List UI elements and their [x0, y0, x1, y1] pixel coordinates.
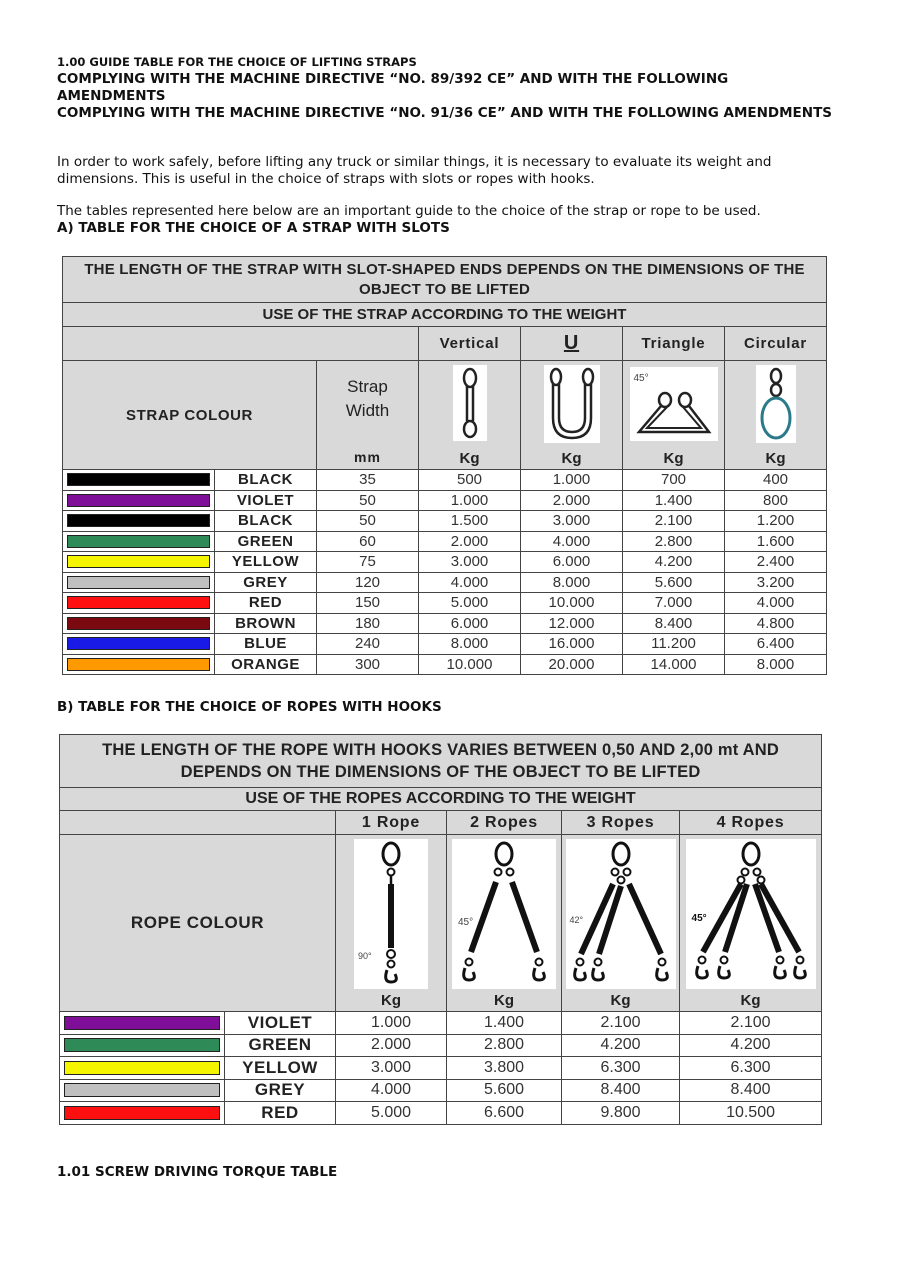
- rope-colour-swatch: [60, 1102, 225, 1125]
- strap-colour-swatch: [63, 531, 215, 552]
- rope4-value: 4.200: [680, 1034, 822, 1057]
- strap-u-value: 3.000: [521, 511, 623, 532]
- rope-table-row: [60, 1012, 822, 1035]
- strap-circular-value: 800: [725, 490, 827, 511]
- rope-colour-swatch: [60, 1012, 225, 1035]
- rope1-kg: Kg: [381, 992, 401, 1009]
- colour-swatch-bar: [67, 514, 210, 527]
- strap-table-row: [63, 654, 827, 675]
- strap-table-subtitle: USE OF THE STRAP ACCORDING TO THE WEIGHT: [63, 303, 827, 327]
- rope-table: [59, 734, 822, 1125]
- strap-width-value: 35: [317, 470, 419, 491]
- strap-u-value: 8.000: [521, 572, 623, 593]
- strap-table-title: THE LENGTH OF THE STRAP WITH SLOT-SHAPED ENDS DEPENDS ON THE DIMENSIONS OF THE OBJECT TO BE LIFTED: [63, 257, 827, 303]
- strap-circular-value: 4.800: [725, 613, 827, 634]
- col-vertical: Vertical: [419, 327, 521, 361]
- guide-paragraph: The tables represented here below are an important guide to the choice of the strap or rope to be used.: [57, 203, 761, 219]
- strap-table-row: [63, 552, 827, 573]
- colour-swatch-bar: [67, 535, 210, 548]
- strap-width-value: 180: [317, 613, 419, 634]
- rope1-value: 3.000: [336, 1057, 447, 1080]
- rope-colour-name: RED: [225, 1102, 336, 1125]
- strap-table-row: [63, 634, 827, 655]
- strap-colour-name: GREY: [215, 572, 317, 593]
- rope4-kg: Kg: [740, 992, 761, 1009]
- strap-circular-value: 2.400: [725, 552, 827, 573]
- rope2-icon-cell: [447, 835, 562, 1012]
- strap-width-value: 50: [317, 490, 419, 511]
- section-next-title: 1.01 SCREW DRIVING TORQUE TABLE: [57, 1164, 338, 1180]
- strap-triangle-value: 1.400: [623, 490, 725, 511]
- strap-u-value: 1.000: [521, 470, 623, 491]
- strap-colour-label: STRAP COLOUR: [63, 361, 317, 470]
- circular-kg: Kg: [765, 450, 786, 467]
- strap-width-value: 60: [317, 531, 419, 552]
- strap-vertical-value: 4.000: [419, 572, 521, 593]
- strap-colour-name: BLACK: [215, 470, 317, 491]
- rope2-value: 6.600: [447, 1102, 562, 1125]
- rope3-icon-cell: [562, 835, 680, 1012]
- triangle-kg: Kg: [663, 450, 684, 467]
- strap-width-unit: mm: [354, 449, 381, 465]
- rope-colour-label: ROPE COLOUR: [60, 835, 336, 1012]
- col-1-rope: 1 Rope: [336, 811, 447, 835]
- rope-table-subtitle: USE OF THE ROPES ACCORDING TO THE WEIGHT: [60, 788, 822, 811]
- rope4-value: 8.400: [680, 1079, 822, 1102]
- strap-colour-swatch: [63, 593, 215, 614]
- strap-table-row: [63, 470, 827, 491]
- strap-circular-value: 400: [725, 470, 827, 491]
- rope3-value: 2.100: [562, 1012, 680, 1035]
- strap-colour-swatch: [63, 654, 215, 675]
- heading-directive-89-392: COMPLYING WITH THE MACHINE DIRECTIVE “NO. 89/392 CE” AND WITH THE FOLLOWING AMENDMENTS: [57, 71, 729, 104]
- colour-swatch-bar: [64, 1016, 220, 1030]
- strap-triangle-value: 8.400: [623, 613, 725, 634]
- strap-triangle-value: 11.200: [623, 634, 725, 655]
- rope-colour-swatch: [60, 1057, 225, 1080]
- strap-circular-value: 1.200: [725, 511, 827, 532]
- rope2-value: 3.800: [447, 1057, 562, 1080]
- rope3-angle-label: 42°: [569, 915, 584, 925]
- strap-colour-swatch: [63, 470, 215, 491]
- strap-u-value: 4.000: [521, 531, 623, 552]
- strap-colour-name: VIOLET: [215, 490, 317, 511]
- u-kg: Kg: [561, 450, 582, 467]
- strap-u-value: 12.000: [521, 613, 623, 634]
- colour-swatch-bar: [67, 576, 210, 589]
- rope2-value: 1.400: [447, 1012, 562, 1035]
- strap-table-row: [63, 511, 827, 532]
- triangle-icon-cell: [623, 361, 725, 470]
- rope3-value: 8.400: [562, 1079, 680, 1102]
- u-icon-cell: [521, 361, 623, 470]
- strap-vertical-value: 500: [419, 470, 521, 491]
- colour-swatch-bar: [64, 1061, 220, 1075]
- strap-table: [62, 256, 827, 675]
- one-rope-icon: [354, 839, 428, 989]
- strap-header-blank: [63, 327, 419, 361]
- strap-width-value: 240: [317, 634, 419, 655]
- rope2-angle-label: 45°: [458, 917, 474, 928]
- strap-circular-value: 4.000: [725, 593, 827, 614]
- colour-swatch-bar: [67, 494, 210, 507]
- strap-colour-swatch: [63, 634, 215, 655]
- colour-swatch-bar: [64, 1083, 220, 1097]
- strap-u-value: 20.000: [521, 654, 623, 675]
- four-ropes-icon: [686, 839, 816, 989]
- colour-swatch-bar: [64, 1106, 220, 1120]
- rope3-kg: Kg: [610, 992, 631, 1009]
- rope2-kg: Kg: [494, 992, 514, 1009]
- colour-swatch-bar: [67, 637, 210, 650]
- rope-table-row: [60, 1079, 822, 1102]
- rope-colour-name: VIOLET: [225, 1012, 336, 1035]
- strap-circular-value: 3.200: [725, 572, 827, 593]
- strap-triangle-value: 7.000: [623, 593, 725, 614]
- rope2-value: 5.600: [447, 1079, 562, 1102]
- strap-table-row: [63, 613, 827, 634]
- rope-colour-swatch: [60, 1079, 225, 1102]
- strap-vertical-value: 2.000: [419, 531, 521, 552]
- rope4-value: 6.300: [680, 1057, 822, 1080]
- strap-width-value: 120: [317, 572, 419, 593]
- strap-circular-value: 6.400: [725, 634, 827, 655]
- colour-swatch-bar: [67, 555, 210, 568]
- rope4-icon-cell: [680, 835, 822, 1012]
- strap-colour-name: BLACK: [215, 511, 317, 532]
- circular-strap-icon: [756, 365, 796, 443]
- strap-u-value: 2.000: [521, 490, 623, 511]
- strap-table-row: [63, 593, 827, 614]
- triangle-angle-label: 45°: [633, 373, 649, 384]
- strap-vertical-value: 8.000: [419, 634, 521, 655]
- strap-width-value: 75: [317, 552, 419, 573]
- rope-colour-name: GREEN: [225, 1034, 336, 1057]
- strap-width-value: 300: [317, 654, 419, 675]
- colour-swatch-bar: [64, 1038, 220, 1052]
- u-strap-icon: [544, 365, 600, 443]
- strap-colour-name: BLUE: [215, 634, 317, 655]
- rope-header-blank: [60, 811, 336, 835]
- vertical-strap-icon: [453, 365, 487, 441]
- strap-width-cell: [317, 361, 419, 470]
- strap-table-row: [63, 490, 827, 511]
- rope-table-title: THE LENGTH OF THE ROPE WITH HOOKS VARIES BETWEEN 0,50 AND 2,00 mt AND DEPENDS ON THE DIMENSIONS OF THE OBJECT TO BE LIFTED: [60, 735, 822, 788]
- rope-colour-name: YELLOW: [225, 1057, 336, 1080]
- strap-triangle-value: 4.200: [623, 552, 725, 573]
- rope-table-row: [60, 1057, 822, 1080]
- col-triangle: Triangle: [623, 327, 725, 361]
- col-4-ropes: 4 Ropes: [680, 811, 822, 835]
- rope-table-row: [60, 1102, 822, 1125]
- rope-table-row: [60, 1034, 822, 1057]
- strap-vertical-value: 10.000: [419, 654, 521, 675]
- strap-circular-value: 8.000: [725, 654, 827, 675]
- rope1-icon-cell: [336, 835, 447, 1012]
- heading-directive-91-36: COMPLYING WITH THE MACHINE DIRECTIVE “NO. 91/36 CE” AND WITH THE FOLLOWING AMENDMENTS: [57, 105, 832, 121]
- strap-colour-name: BROWN: [215, 613, 317, 634]
- strap-triangle-value: 5.600: [623, 572, 725, 593]
- colour-swatch-bar: [67, 617, 210, 630]
- rope1-value: 5.000: [336, 1102, 447, 1125]
- circular-icon-cell: [725, 361, 827, 470]
- three-ropes-icon: [566, 839, 676, 989]
- strap-triangle-value: 2.800: [623, 531, 725, 552]
- rope4-value: 2.100: [680, 1012, 822, 1035]
- colour-swatch-bar: [67, 658, 210, 671]
- colour-swatch-bar: [67, 596, 210, 609]
- vertical-kg: Kg: [459, 450, 480, 467]
- strap-vertical-value: 1.500: [419, 511, 521, 532]
- strap-colour-name: GREEN: [215, 531, 317, 552]
- rope-colour-name: GREY: [225, 1079, 336, 1102]
- strap-vertical-value: 3.000: [419, 552, 521, 573]
- strap-u-value: 10.000: [521, 593, 623, 614]
- col-2-ropes: 2 Ropes: [447, 811, 562, 835]
- rope-colour-swatch: [60, 1034, 225, 1057]
- heading-guide-table: 1.00 GUIDE TABLE FOR THE CHOICE OF LIFTING STRAPS: [57, 55, 417, 69]
- strap-colour-name: RED: [215, 593, 317, 614]
- strap-width-value: 150: [317, 593, 419, 614]
- rope1-value: 2.000: [336, 1034, 447, 1057]
- intro-paragraph: In order to work safely, before lifting any truck or similar things, it is necessary to evaluate its weight and dimensions. This is useful in the choice of straps with slots or ropes with hooks.: [57, 154, 772, 187]
- strap-table-row: [63, 572, 827, 593]
- rope1-angle-label: 90°: [358, 951, 372, 961]
- strap-colour-swatch: [63, 511, 215, 532]
- rope1-value: 4.000: [336, 1079, 447, 1102]
- section-a-title: A) TABLE FOR THE CHOICE OF A STRAP WITH SLOTS: [57, 220, 450, 236]
- strap-vertical-value: 5.000: [419, 593, 521, 614]
- colour-swatch-bar: [67, 473, 210, 486]
- strap-width-label: Strap Width: [345, 377, 390, 420]
- strap-colour-swatch: [63, 613, 215, 634]
- strap-colour-name: ORANGE: [215, 654, 317, 675]
- rope3-value: 9.800: [562, 1102, 680, 1125]
- strap-triangle-value: 2.100: [623, 511, 725, 532]
- two-ropes-icon: [452, 839, 556, 989]
- strap-vertical-value: 1.000: [419, 490, 521, 511]
- strap-table-row: [63, 531, 827, 552]
- vertical-icon-cell: [419, 361, 521, 470]
- strap-colour-swatch: [63, 552, 215, 573]
- col-circular: Circular: [725, 327, 827, 361]
- strap-colour-swatch: [63, 490, 215, 511]
- rope3-value: 6.300: [562, 1057, 680, 1080]
- triangle-strap-icon: [630, 367, 718, 441]
- rope4-value: 10.500: [680, 1102, 822, 1125]
- section-b-title: B) TABLE FOR THE CHOICE OF ROPES WITH HOOKS: [57, 699, 442, 715]
- strap-circular-value: 1.600: [725, 531, 827, 552]
- strap-triangle-value: 14.000: [623, 654, 725, 675]
- strap-triangle-value: 700: [623, 470, 725, 491]
- strap-colour-name: YELLOW: [215, 552, 317, 573]
- strap-u-value: 16.000: [521, 634, 623, 655]
- rope4-angle-label: 45°: [691, 913, 707, 924]
- strap-colour-swatch: [63, 572, 215, 593]
- strap-u-value: 6.000: [521, 552, 623, 573]
- col-3-ropes: 3 Ropes: [562, 811, 680, 835]
- rope2-value: 2.800: [447, 1034, 562, 1057]
- rope1-value: 1.000: [336, 1012, 447, 1035]
- strap-width-value: 50: [317, 511, 419, 532]
- col-u: U: [521, 327, 623, 361]
- strap-vertical-value: 6.000: [419, 613, 521, 634]
- rope3-value: 4.200: [562, 1034, 680, 1057]
